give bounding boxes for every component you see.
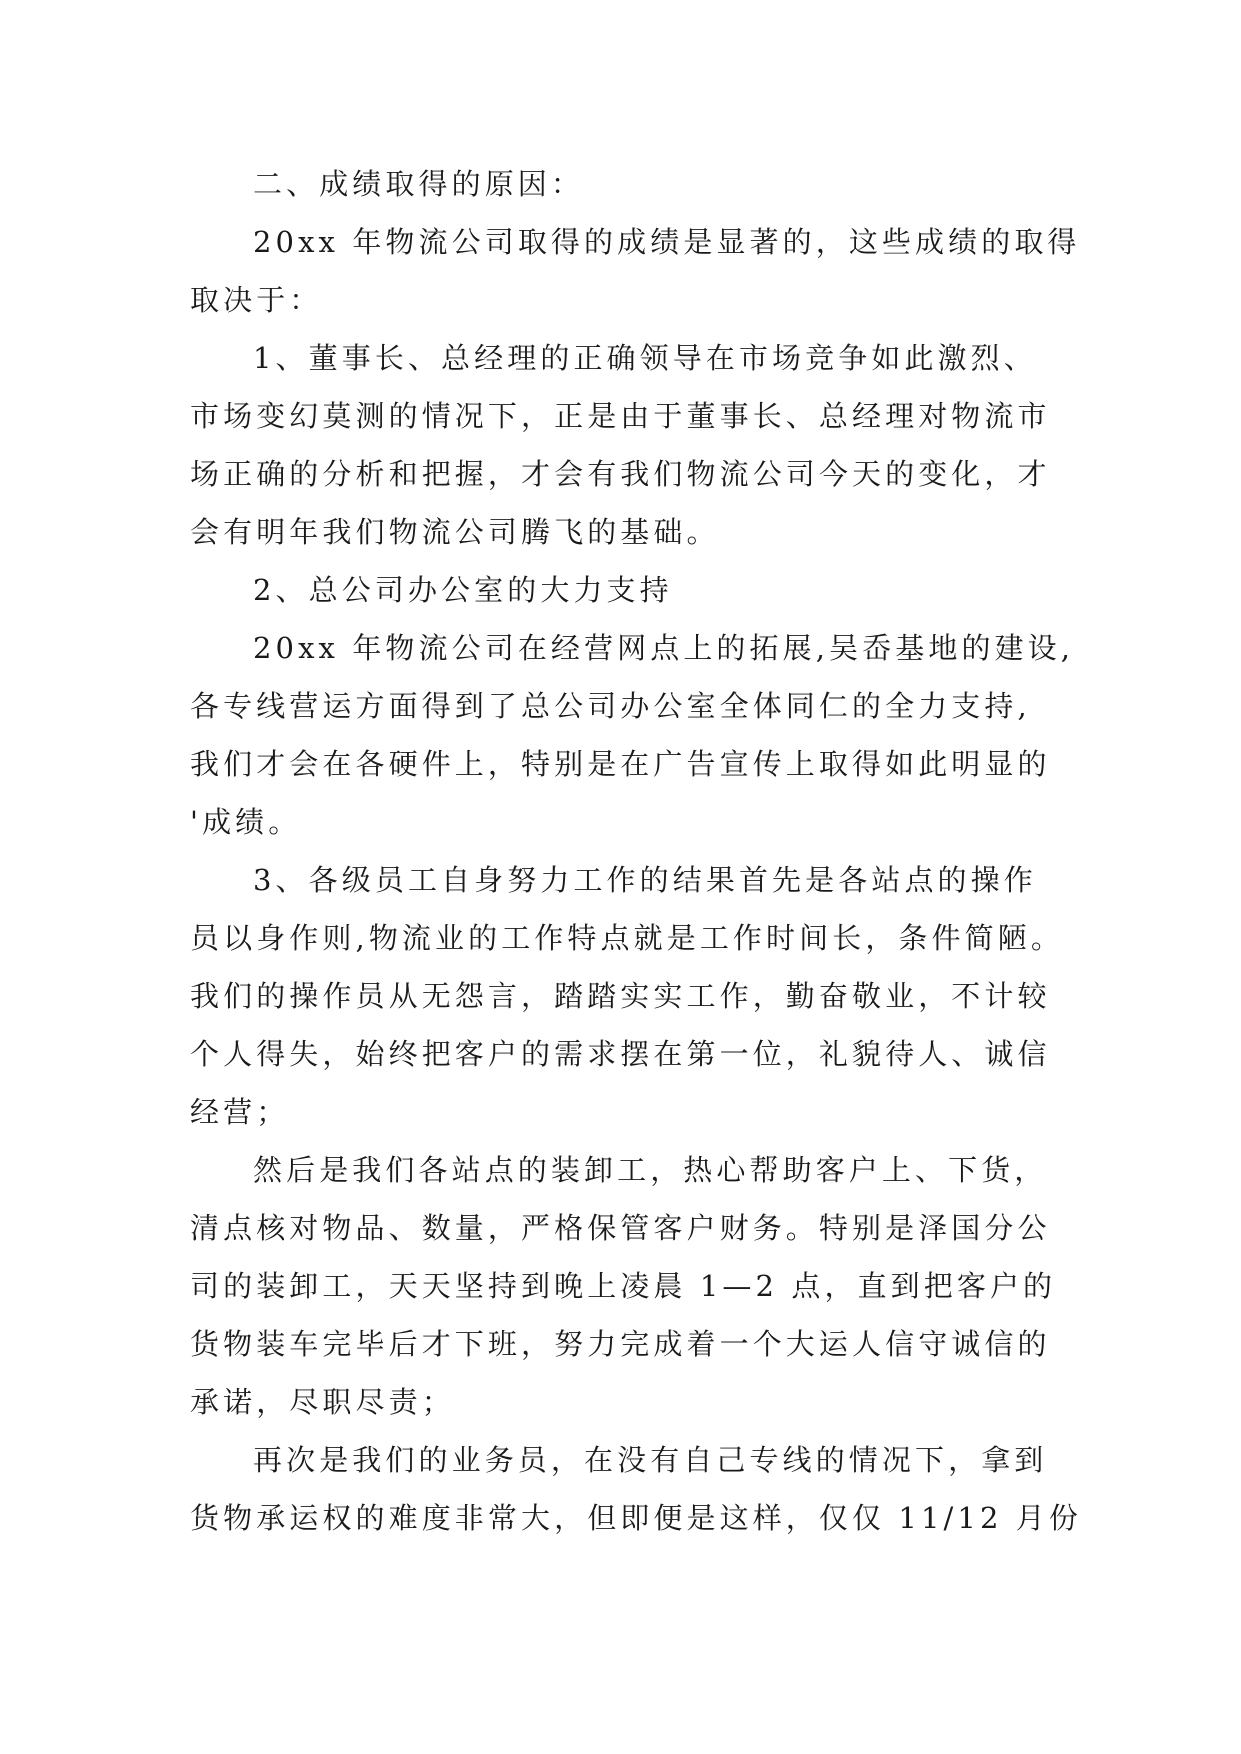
list-item-heading: 2、总公司办公室的大力支持 (253, 573, 673, 607)
paragraph-line: 然后是我们各站点的装卸工，热心帮助客户上、下货， (253, 1153, 1048, 1187)
paragraph-line: 承诺，尽职尽责； (190, 1385, 455, 1419)
paragraph-line: 经营； (190, 1095, 290, 1129)
paragraph-line: 20xx 年物流公司在经营网点上的拓展,吴岙基地的建设, (253, 631, 1075, 665)
paragraph-line: 各专线营运方面得到了总公司办公室全体同仁的全力支持, (190, 689, 1031, 723)
paragraph-line: 取决于： (190, 283, 323, 317)
paragraph-line: 我们的操作员从无怨言，踏踏实实工作，勤奋敬业，不计较 (190, 979, 1051, 1013)
paragraph-line: 场正确的分析和把握，才会有我们物流公司今天的变化，才 (190, 457, 1051, 491)
paragraph-line: '成绩。 (190, 805, 302, 839)
paragraph-line: 司的装卸工，天天坚持到晚上凌晨 1—2 点，直到把客户的 (190, 1269, 1057, 1303)
paragraph-line: 货物承运权的难度非常大，但即便是这样，仅仅 11/12 月份 (190, 1501, 1083, 1535)
paragraph-line: 20xx 年物流公司取得的成绩是显著的，这些成绩的取得 (253, 225, 1081, 259)
section-heading: 二、成绩取得的原因： (253, 167, 585, 201)
paragraph-line: 个人得失，始终把客户的需求摆在第一位，礼貌待人、诚信 (190, 1037, 1051, 1071)
paragraph-line: 市场变幻莫测的情况下，正是由于董事长、总经理对物流市 (190, 399, 1051, 433)
paragraph-line: 会有明年我们物流公司腾飞的基础。 (190, 515, 720, 549)
paragraph-line: 清点核对物品、数量，严格保管客户财务。特别是泽国分公 (190, 1211, 1051, 1245)
paragraph-line: 再次是我们的业务员，在没有自己专线的情况下，拿到 (253, 1443, 1048, 1477)
paragraph-line: 货物装车完毕后才下班，努力完成着一个大运人信守诚信的 (190, 1327, 1051, 1361)
list-item-heading: 1、董事长、总经理的正确领导在市场竞争如此激烈、 (253, 341, 1037, 375)
list-item-heading: 3、各级员工自身努力工作的结果首先是各站点的操作 (253, 863, 1037, 897)
paragraph-line: 员以身作则,物流业的工作特点就是工作时间长，条件简陋。 (190, 921, 1064, 955)
paragraph-line: 我们才会在各硬件上，特别是在广告宣传上取得如此明显的 (190, 747, 1051, 781)
